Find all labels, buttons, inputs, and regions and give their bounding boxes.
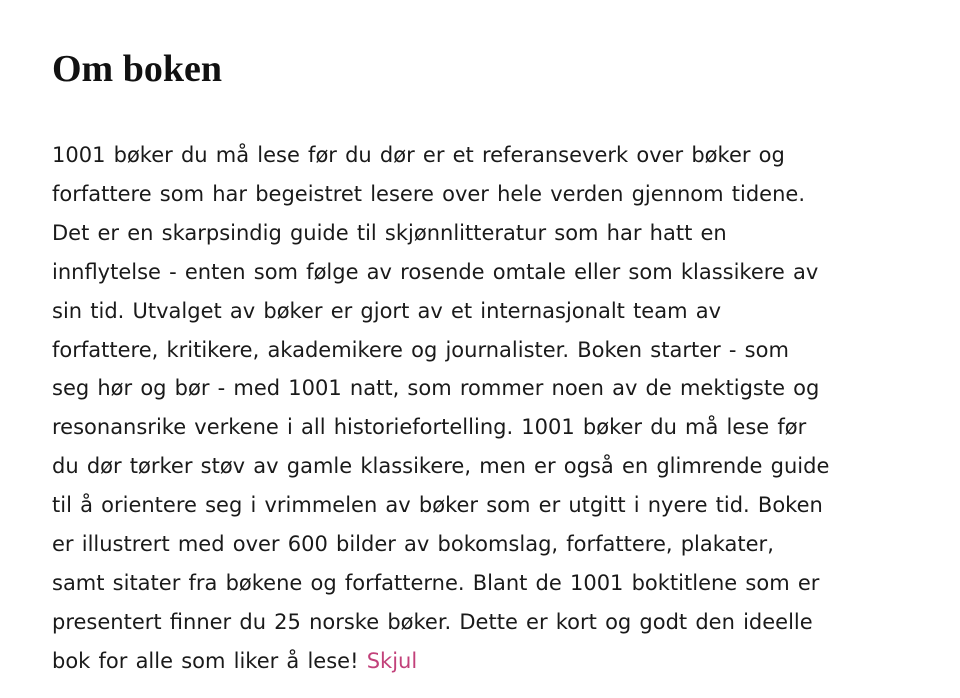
description-line: seg hør og bør - med 1001 natt, som rommer noen av de mektigste og — [52, 376, 820, 401]
about-book-section — [52, 40, 882, 681]
description-line: innflytelse - enten som følge av rosende omtale eller som klassikere av — [52, 259, 819, 284]
description-line: er illustrert med over 600 bilder av bokomslag, forfattere, plakater, — [52, 532, 774, 557]
description-line: forfattere som har begeistret lesere over hele verden gjennom tidene. — [52, 181, 806, 206]
description-line-text: bok for alle som liker å lese! — [52, 648, 359, 673]
description-line: Det er en skarpsindig guide til skjønnlitteratur som har hatt en — [52, 220, 727, 245]
description-line: forfattere, kritikere, akademikere og journalister. Boken starter - som — [52, 337, 789, 362]
collapse-description-link[interactable]: Skjul — [366, 648, 418, 673]
description-line: presentert finner du 25 norske bøker. Dette er kort og godt den ideelle — [52, 609, 813, 634]
description-last-line — [52, 642, 882, 681]
description-line: til å orientere seg i vrimmelen av bøker som er utgitt i nyere tid. Boken — [52, 493, 823, 518]
section-heading: Om boken — [52, 48, 222, 90]
description-line: du dør tørker støv av gamle klassikere, men er også en glimrende guide — [52, 454, 830, 479]
book-description — [52, 136, 882, 681]
description-line: samt sitater fra bøkene og forfatterne. Blant de 1001 boktitlene som er — [52, 570, 820, 595]
description-line: resonansrike verkene i all historiefortelling. 1001 bøker du må lese før — [52, 415, 807, 440]
description-line: 1001 bøker du må lese før du dør er et referanseverk over bøker og — [52, 143, 785, 167]
description-line: sin tid. Utvalget av bøker er gjort av et internasjonalt team av — [52, 298, 722, 323]
